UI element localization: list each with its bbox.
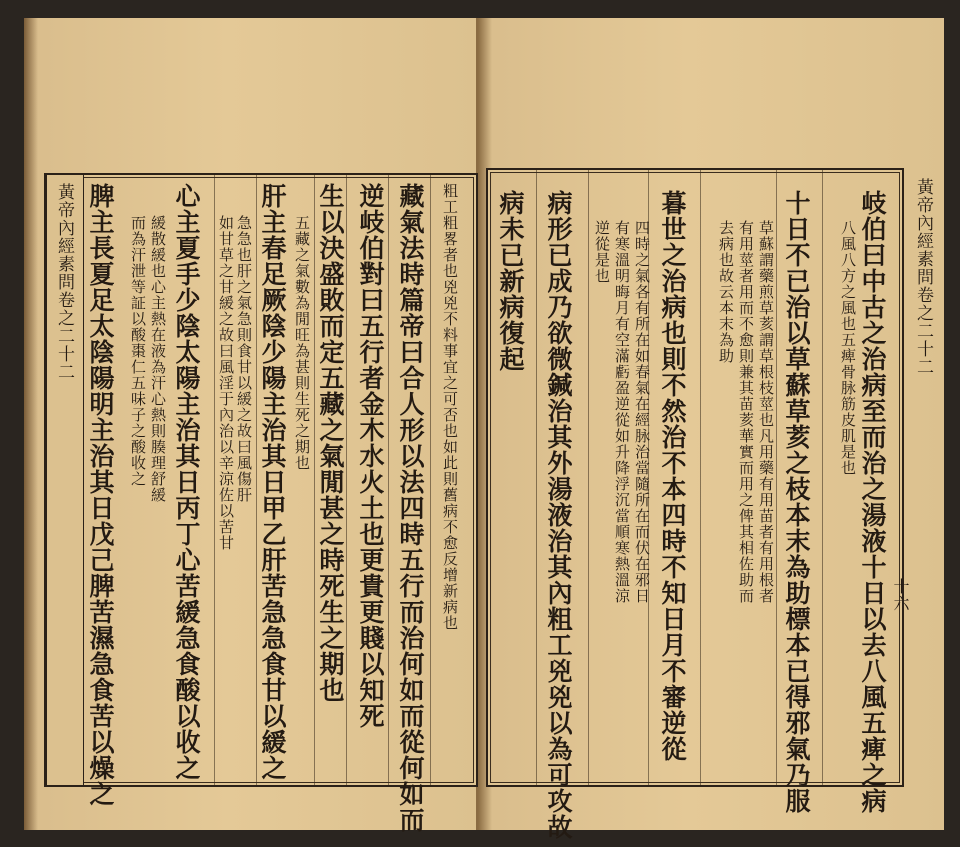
left-divider: [430, 175, 431, 785]
text-column: 八風八方之風也五痺骨脉筋皮肌是也: [839, 220, 857, 476]
text-column: 暮世之治病也則不然治不本四時不知日月不審逆從: [658, 190, 687, 762]
left-divider: [388, 175, 389, 785]
right-margin-title: 黃帝內經素問卷之二十二: [913, 178, 933, 376]
text-column: 逆岐伯對曰五行者金木水火土也更貴更賤以知死: [356, 183, 385, 729]
left-divider: [256, 175, 257, 785]
right-divider: [588, 170, 589, 785]
text-column: 緩散緩也心主熱在液為汗心熱則腠理舒緩: [149, 215, 167, 503]
left-page-frame: [44, 173, 478, 833]
book-spread: [24, 18, 944, 840]
left-page: [24, 18, 478, 833]
left-margin-title: 黃帝內經素問卷之二十二: [54, 183, 74, 381]
text-column: 脾主長夏足太陰陽明主治其日戊己脾苦濕急食苦以燥之: [86, 183, 115, 807]
text-column: 如甘草之甘緩之故曰風淫于內治以辛涼佐以苦甘: [217, 215, 235, 551]
left-margin-band: [46, 175, 84, 785]
text-column: 病未已新病復起: [496, 190, 525, 372]
right-divider: [700, 170, 701, 785]
text-column: 十日不已治以草蘇草荄之枝本末為助標本已得邪氣乃服: [782, 190, 811, 814]
right-page-frame: [486, 168, 904, 840]
text-column: 急急也肝之氣急則食甘以緩之故曰風傷肝: [235, 215, 253, 503]
text-column: 有寒溫明晦月有空滿虧盈逆從如升降浮沉當順寒熱溫涼: [613, 220, 631, 604]
right-divider: [536, 170, 537, 785]
folio-number: 十六: [891, 578, 910, 612]
text-column: 病形已成乃欲微鍼治其外湯液治其內粗工兇兇以為可攻故: [544, 190, 573, 840]
left-divider: [346, 175, 347, 785]
text-column: 粗工粗畧者也兇兇不料事宜之可否也如此則舊病不愈反增新病也: [441, 183, 459, 631]
text-column: 而為汗泄等証以酸棗仁五味子之酸收之: [129, 215, 147, 487]
text-column: 有用莖者用而不愈則兼其苗荄華實而用之俾其相佐助而: [737, 220, 755, 604]
left-divider: [214, 175, 215, 785]
right-divider: [822, 170, 823, 785]
text-column: 生以決盛敗而定五藏之氣閒甚之時死生之期也: [316, 183, 345, 703]
text-column: 四時之氣各有所在如春氣在經脉治當隨所在而伏在邪日: [633, 220, 651, 604]
right-page: [478, 18, 944, 840]
text-column: 肝主春足厥陰少陽主治其日甲乙肝苦急急食甘以緩之: [258, 183, 287, 781]
text-column: 逆從是也: [593, 220, 611, 284]
left-page-edge: [24, 18, 38, 830]
left-divider: [314, 175, 315, 785]
text-column: 五藏之氣數為閒旺為甚則生死之期也: [293, 215, 311, 471]
right-divider: [776, 170, 777, 785]
text-column: 心主夏手少陰太陽主治其日丙丁心苦緩急食酸以收之: [172, 183, 201, 781]
text-column: 藏氣法時篇帝曰合人形以法四時五行而治何如而從何如而: [396, 183, 425, 833]
text-column: 去病也故云本末為助: [717, 220, 735, 364]
text-column: 岐伯曰中古之治病至而治之湯液十日以去八風五痺之病: [858, 190, 887, 814]
text-column: 草蘇謂藥煎草荄謂草根枝莖也凡用藥有用苗者有用根者: [757, 220, 775, 604]
